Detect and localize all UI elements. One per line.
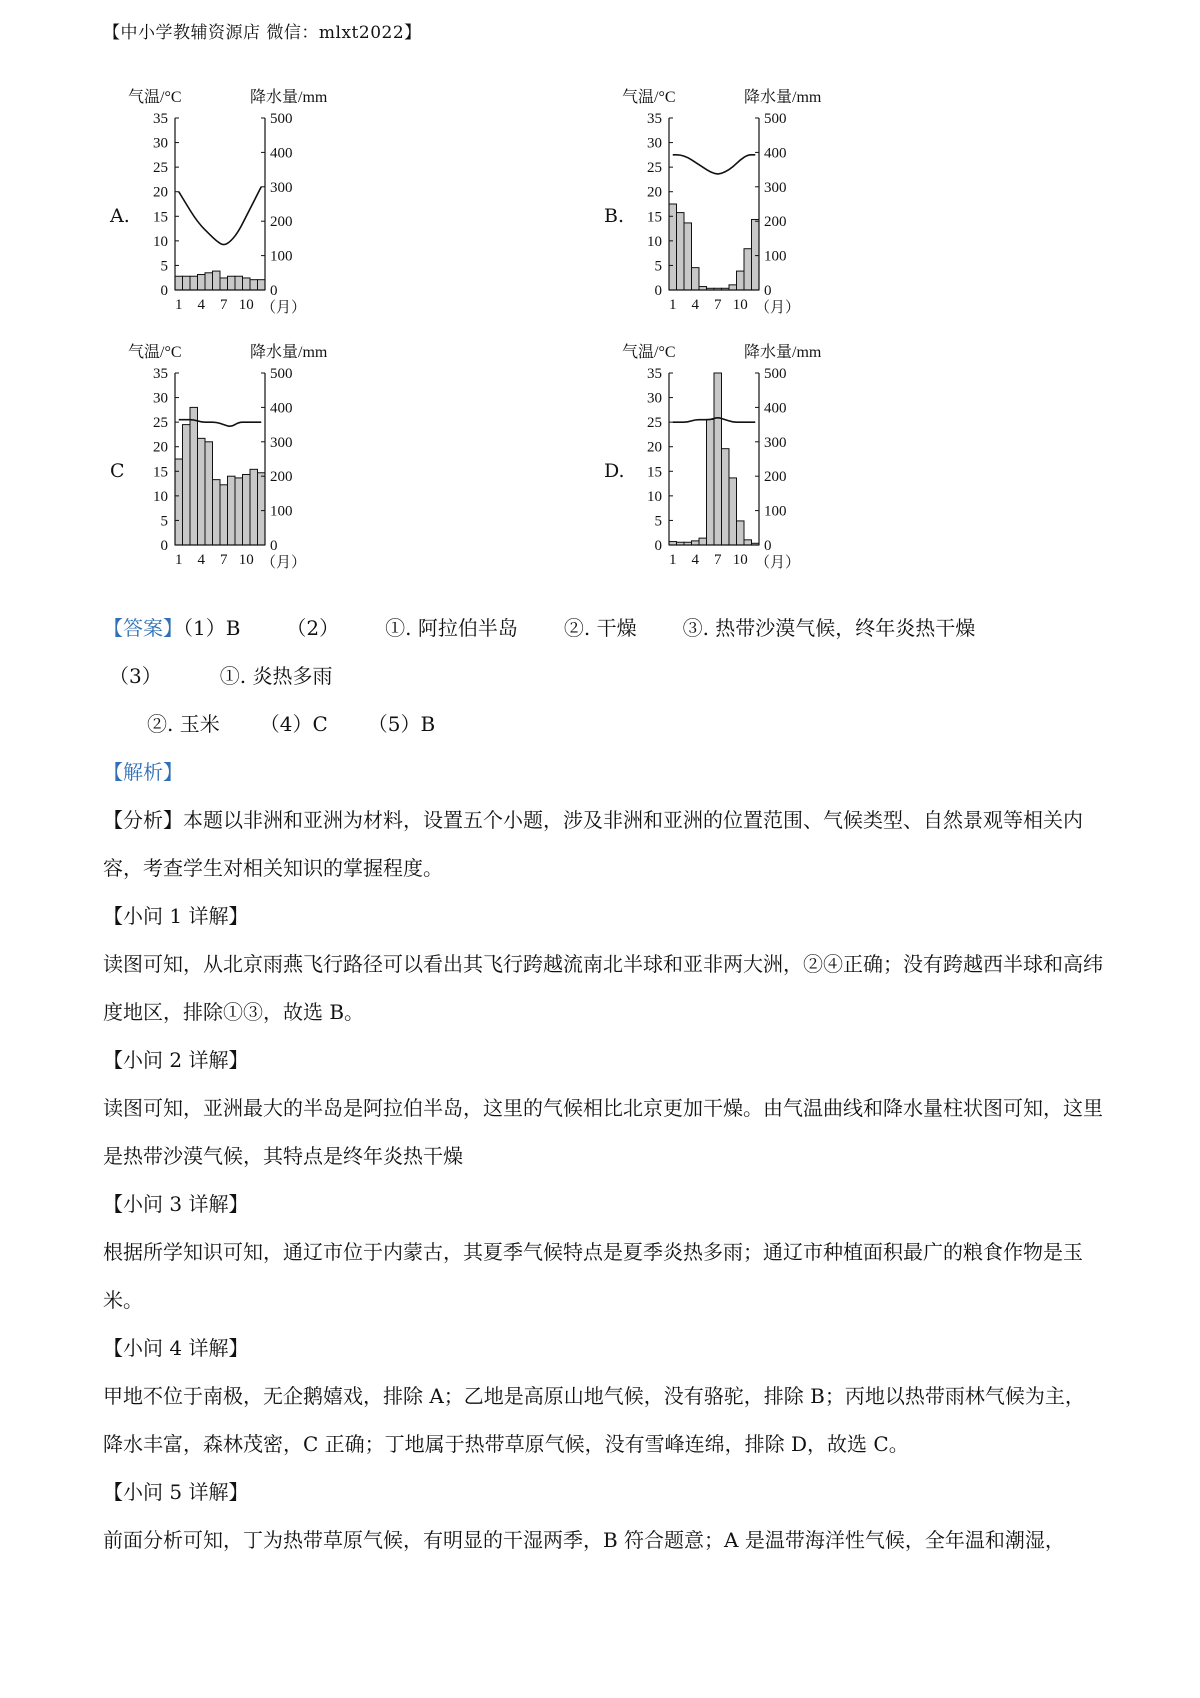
page-header: 【中小学教辅资源店 微信：mlxt2022】 (103, 23, 422, 43)
answer-item: （2） (286, 616, 340, 640)
section-text-4: 甲地不位于南极，无企鹅嬉戏，排除 A；乙地是高原山地气候，没有骆驼，排除 B；丙地以热带雨林气候为主，降水丰富，森林茂密，C 正确；丁地属于热带草原气候，没有雪峰连绵，排除 D，故选 C。 (103, 1384, 1085, 1456)
temperature-line (179, 187, 262, 245)
month-tick-label: 1 (669, 552, 677, 568)
precip-bar (744, 249, 752, 290)
month-tick-label: 10 (238, 552, 254, 568)
precip-bar (213, 480, 221, 545)
temp-tick-label: 0 (654, 283, 662, 299)
temp-tick-label: 10 (647, 488, 662, 505)
temp-axis-title: 气温/°C (128, 344, 182, 361)
temp-tick-label: 35 (647, 366, 662, 382)
precip-bar (183, 425, 191, 545)
precip-bar (243, 278, 251, 290)
precip-bar (175, 459, 183, 545)
precip-bar (175, 276, 183, 290)
precip-bar (729, 285, 737, 290)
month-tick-label: 4 (691, 297, 699, 313)
precip-bar (722, 449, 730, 545)
month-unit-label: （月） (261, 300, 307, 316)
precip-bar (235, 478, 243, 545)
precip-bar (243, 474, 251, 545)
temp-tick-label: 25 (153, 160, 168, 177)
precip-bar (235, 276, 243, 290)
temp-tick-label: 0 (654, 538, 662, 554)
month-tick-label: 10 (732, 297, 748, 313)
temp-axis-title: 气温/°C (128, 89, 182, 106)
section-title-3: 【小问 3 详解】 (103, 1192, 249, 1216)
climate-chart-a (130, 90, 400, 350)
precip-tick-label: 0 (270, 283, 278, 299)
temp-tick-label: 15 (153, 209, 168, 226)
month-unit-label: （月） (261, 555, 307, 571)
precip-tick-label: 200 (270, 214, 293, 231)
precip-bar (198, 438, 206, 545)
month-unit-label: （月） (755, 300, 801, 316)
precip-tick-label: 400 (270, 400, 293, 417)
temp-tick-label: 10 (647, 233, 662, 250)
chart-label-d: D. (604, 460, 625, 482)
precip-axis-title: 降水量/mm (744, 89, 822, 106)
answer-analysis-content (103, 604, 1103, 1564)
precip-tick-label: 0 (764, 283, 772, 299)
month-tick-label: 4 (197, 552, 205, 568)
temp-tick-label: 25 (647, 160, 662, 177)
precip-bar (183, 276, 191, 290)
precip-bar (205, 273, 213, 290)
precip-bar (190, 276, 198, 290)
temp-tick-label: 5 (160, 258, 168, 275)
temp-tick-label: 10 (153, 488, 168, 505)
precip-axis-title: 降水量/mm (250, 89, 328, 106)
answer-item: ②. 玉米 (147, 712, 220, 736)
temp-tick-label: 25 (647, 415, 662, 432)
month-tick-label: 4 (691, 552, 699, 568)
precip-bar (669, 204, 677, 290)
section-text-5: 前面分析可知，丁为热带草原气候，有明显的干湿两季，B 符合题意；A 是温带海洋性气候，全年温和潮湿， (103, 1528, 1065, 1552)
answer-item: ②. 干燥 (563, 616, 637, 640)
temp-tick-label: 30 (153, 390, 168, 407)
precip-tick-label: 400 (764, 145, 787, 162)
temp-tick-label: 30 (153, 135, 168, 152)
precip-tick-label: 500 (270, 366, 293, 382)
precip-tick-label: 500 (270, 111, 293, 127)
precip-bar (205, 442, 213, 545)
precip-tick-label: 0 (270, 538, 278, 554)
month-tick-label: 7 (220, 552, 228, 568)
precip-tick-label: 500 (764, 111, 787, 127)
precip-tick-label: 0 (764, 538, 772, 554)
temp-tick-label: 5 (160, 513, 168, 530)
precip-bar (190, 407, 198, 545)
precip-tick-label: 300 (270, 434, 293, 451)
precip-tick-label: 100 (270, 503, 293, 520)
temp-tick-label: 35 (153, 111, 168, 127)
temp-tick-label: 15 (647, 209, 662, 226)
precip-axis-title: 降水量/mm (250, 344, 328, 361)
month-tick-label: 4 (197, 297, 205, 313)
precip-bar (744, 540, 752, 545)
precip-tick-label: 300 (270, 179, 293, 196)
precip-bar (258, 473, 266, 545)
month-tick-label: 7 (714, 552, 722, 568)
month-tick-label: 7 (714, 297, 722, 313)
precip-bar (684, 223, 692, 290)
section-text-2: 读图可知，亚洲最大的半岛是阿拉伯半岛，这里的气候相比北京更加干燥。由气温曲线和降水量柱状图可知，这里是热带沙漠气候，其特点是终年炎热干燥 (103, 1096, 1103, 1168)
temp-tick-label: 20 (647, 184, 662, 201)
answer-item: （1）B (183, 616, 241, 640)
precip-tick-label: 300 (764, 179, 787, 196)
temp-tick-label: 30 (647, 390, 662, 407)
section-text-1: 读图可知，从北京雨燕飞行路径可以看出其飞行跨越流南北半球和亚非两大洲，②④正确；没有跨越西半球和高纬度地区，排除①③，故选 B。 (103, 952, 1103, 1024)
temp-axis-title: 气温/°C (622, 89, 676, 106)
month-tick-label: 7 (220, 297, 228, 313)
answer-item: ①. 炎热多雨 (219, 664, 333, 688)
answer-item: （5）B (367, 712, 436, 736)
answer-item: （4）C (259, 712, 328, 736)
answer-item: （3） (109, 664, 162, 688)
month-tick-label: 1 (669, 297, 677, 313)
section-text-3: 根据所学知识可知，通辽市位于内蒙古，其夏季气候特点是夏季炎热多雨；通辽市种植面积最广的粮食作物是玉米。 (103, 1240, 1083, 1312)
precip-bar (714, 373, 722, 545)
temp-tick-label: 5 (654, 513, 662, 530)
precip-bar (737, 521, 745, 545)
precip-bar (699, 538, 707, 545)
climate-chart-c (130, 345, 400, 605)
precip-bar (692, 541, 700, 545)
temp-tick-label: 0 (160, 538, 168, 554)
answer-line-1 (103, 604, 1103, 652)
month-tick-label: 10 (732, 552, 748, 568)
temp-tick-label: 20 (153, 439, 168, 456)
section-title-4: 【小问 4 详解】 (103, 1336, 249, 1360)
temp-axis-title: 气温/°C (622, 344, 676, 361)
precip-axis-title: 降水量/mm (744, 344, 822, 361)
precip-bar (677, 213, 685, 290)
answer-tag: 【答案】 (103, 616, 183, 640)
precip-bar (220, 278, 228, 290)
precip-tick-label: 100 (764, 248, 787, 265)
climate-chart-b (624, 90, 894, 350)
month-tick-label: 1 (175, 297, 183, 313)
month-tick-label: 10 (238, 297, 254, 313)
precip-bar (228, 476, 236, 545)
chart-label-c: C (110, 460, 125, 482)
temp-tick-label: 0 (160, 283, 168, 299)
chart-label-a: A. (110, 205, 130, 227)
temp-tick-label: 35 (647, 111, 662, 127)
precip-bar (707, 419, 715, 545)
answer-line-3 (103, 700, 1103, 748)
temp-tick-label: 15 (647, 464, 662, 481)
answer-item: ③. 热带沙漠气候，终年炎热干燥 (682, 616, 976, 640)
temp-tick-label: 30 (647, 135, 662, 152)
temperature-line (673, 155, 756, 174)
temp-tick-label: 10 (153, 233, 168, 250)
precip-bar (250, 469, 258, 545)
precip-tick-label: 100 (764, 503, 787, 520)
section-title-2: 【小问 2 详解】 (103, 1048, 249, 1072)
precip-bar (258, 280, 266, 290)
climate-chart-d (624, 345, 894, 605)
precip-tick-label: 300 (764, 434, 787, 451)
precip-bar (250, 280, 258, 290)
precip-tick-label: 200 (764, 214, 787, 231)
precip-tick-label: 400 (270, 145, 293, 162)
temp-tick-label: 35 (153, 366, 168, 382)
section-title-1: 【小问 1 详解】 (103, 904, 249, 928)
answer-line-2 (103, 652, 1103, 700)
precip-tick-label: 400 (764, 400, 787, 417)
month-unit-label: （月） (755, 555, 801, 571)
precip-bar (752, 219, 760, 290)
temp-tick-label: 20 (647, 439, 662, 456)
precip-bar (213, 271, 221, 290)
precip-tick-label: 500 (764, 366, 787, 382)
temp-tick-label: 15 (153, 464, 168, 481)
precip-tick-label: 200 (764, 469, 787, 486)
analysis-intro: 【分析】本题以非洲和亚洲为材料，设置五个小题，涉及非洲和亚洲的位置范围、气候类型、自然景观等相关内容，考查学生对相关知识的掌握程度。 (103, 808, 1083, 880)
analysis-tag: 【解析】 (103, 760, 183, 784)
section-title-5: 【小问 5 详解】 (103, 1480, 249, 1504)
chart-label-b: B. (604, 205, 625, 227)
temp-tick-label: 25 (153, 415, 168, 432)
precip-tick-label: 200 (270, 469, 293, 486)
precip-bar (198, 275, 206, 290)
precip-bar (737, 271, 745, 290)
temp-tick-label: 20 (153, 184, 168, 201)
precip-bar (729, 478, 737, 545)
month-tick-label: 1 (175, 552, 183, 568)
precip-bar (220, 485, 228, 545)
precip-bar (692, 268, 700, 290)
answer-item: ①. 阿拉伯半岛 (385, 616, 518, 640)
precip-tick-label: 100 (270, 248, 293, 265)
temp-tick-label: 5 (654, 258, 662, 275)
precip-bar (228, 276, 236, 290)
